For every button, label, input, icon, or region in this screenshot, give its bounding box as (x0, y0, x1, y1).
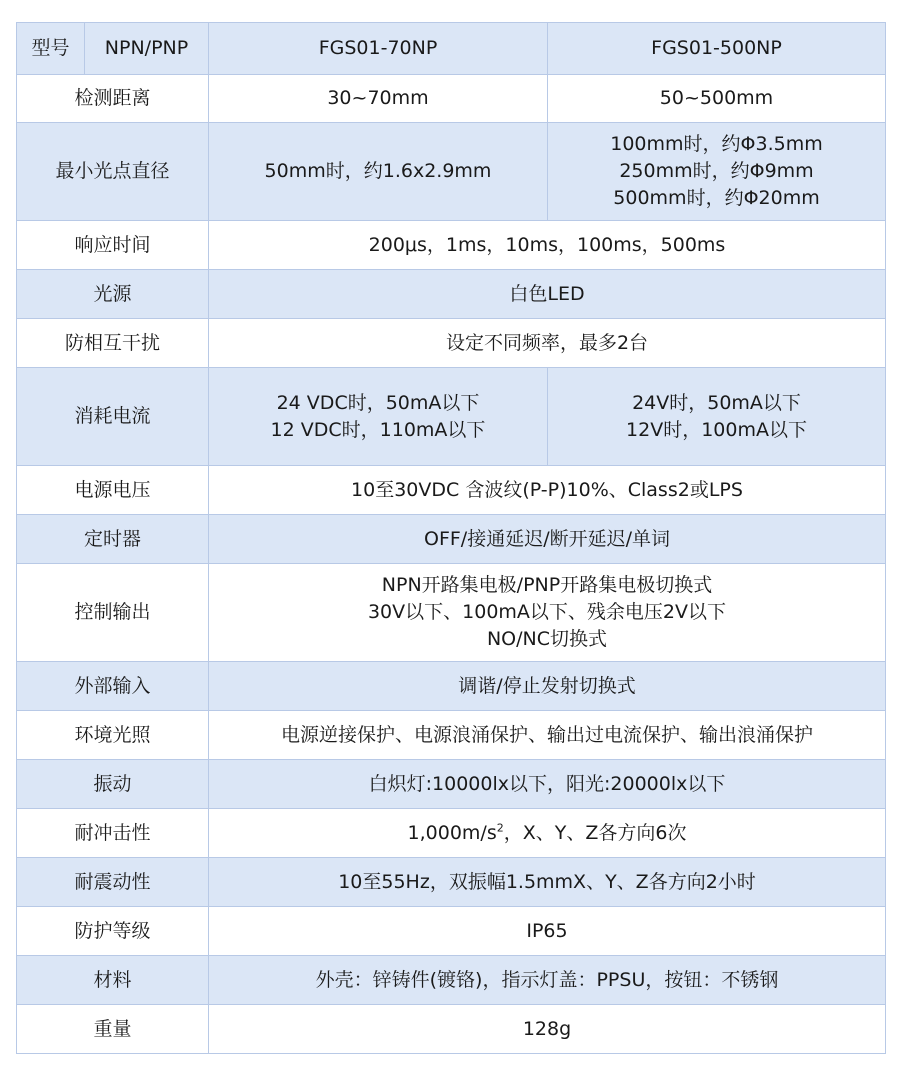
table-row (17, 368, 886, 466)
row-value: OFF/接通延迟/断开延迟/单词 (209, 515, 886, 564)
row-value: 调谐/停止发射切换式 (209, 662, 886, 711)
value-line: 12 VDC时，110mA以下 (270, 418, 486, 441)
value-main: 1,000m/s (407, 821, 497, 844)
value-line: 30V以下、100mA以下、残余电压2V以下 (367, 601, 727, 623)
table-row (17, 858, 886, 907)
row-label: 光源 (17, 270, 209, 319)
row-value-col2 (548, 123, 886, 221)
row-value: 外壳：锌铸件(镀铬)，指示灯盖：PPSU，按钮：不锈钢 (209, 956, 886, 1005)
row-value: 200μs，1ms，10ms，100ms，500ms (209, 221, 886, 270)
row-label: 响应时间 (17, 221, 209, 270)
row-value: 10至30VDC 含波纹(P-P)10%、Class2或LPS (209, 466, 886, 515)
row-value (209, 564, 886, 662)
row-label: 控制输出 (17, 564, 209, 662)
row-value: 白色LED (209, 270, 886, 319)
row-label: 材料 (17, 956, 209, 1005)
model-label: 型号 (17, 23, 85, 75)
table-row (17, 564, 886, 662)
table-row (17, 1005, 886, 1054)
header-row (17, 23, 886, 75)
row-label: 最小光点直径 (17, 123, 209, 221)
value-line: NO/NC切换式 (486, 628, 608, 650)
row-value-col1: 30~70mm (209, 75, 548, 123)
table-row (17, 662, 886, 711)
spec-table-container (16, 22, 885, 1054)
row-value (209, 809, 886, 858)
table-row (17, 956, 886, 1005)
table-row (17, 907, 886, 956)
value-line: 500mm时，约Φ20mm (613, 187, 820, 209)
spec-table (16, 22, 886, 1054)
table-row (17, 319, 886, 368)
row-label: 检测距离 (17, 75, 209, 123)
row-label: 振动 (17, 760, 209, 809)
row-value: 白炽灯:10000lx以下，阳光:20000lx以下 (209, 760, 886, 809)
type-label: NPN/PNP (85, 23, 209, 75)
row-value: IP65 (209, 907, 886, 956)
value-rest: ，X、Y、Z各方向6次 (503, 821, 687, 844)
row-value: 128g (209, 1005, 886, 1054)
table-row (17, 809, 886, 858)
model-col2: FGS01-500NP (548, 23, 886, 75)
row-label: 防相互干扰 (17, 319, 209, 368)
row-value: 电源逆接保护、电源浪涌保护、输出过电流保护、输出浪涌保护 (209, 711, 886, 760)
table-row (17, 270, 886, 319)
row-value-col1 (209, 368, 548, 466)
row-label: 消耗电流 (17, 368, 209, 466)
row-label: 外部输入 (17, 662, 209, 711)
row-value-col1: 50mm时，约1.6x2.9mm (209, 123, 548, 221)
table-row (17, 123, 886, 221)
value-line: 250mm时，约Φ9mm (619, 160, 814, 182)
value-line: 100mm时，约Φ3.5mm (610, 133, 823, 155)
row-label: 防护等级 (17, 907, 209, 956)
row-label: 环境光照 (17, 711, 209, 760)
row-label: 重量 (17, 1005, 209, 1054)
table-row (17, 466, 886, 515)
row-label: 耐震动性 (17, 858, 209, 907)
row-value: 10至55Hz，双振幅1.5mmX、Y、Z各方向2小时 (209, 858, 886, 907)
row-label: 定时器 (17, 515, 209, 564)
row-value-col2 (548, 368, 886, 466)
row-label: 耐冲击性 (17, 809, 209, 858)
value-line: 24 VDC时，50mA以下 (276, 391, 480, 414)
value-line: 12V时，100mA以下 (626, 418, 807, 441)
table-row (17, 221, 886, 270)
row-value-col2: 50~500mm (548, 75, 886, 123)
table-row (17, 711, 886, 760)
value-superscript: 2 (496, 821, 504, 835)
row-value: 设定不同频率，最多2台 (209, 319, 886, 368)
row-label: 电源电压 (17, 466, 209, 515)
table-row (17, 75, 886, 123)
value-line: 24V时，50mA以下 (632, 391, 801, 414)
model-col1: FGS01-70NP (209, 23, 548, 75)
value-line: NPN开路集电极/PNP开路集电极切换式 (381, 574, 713, 596)
table-row (17, 515, 886, 564)
table-row (17, 760, 886, 809)
